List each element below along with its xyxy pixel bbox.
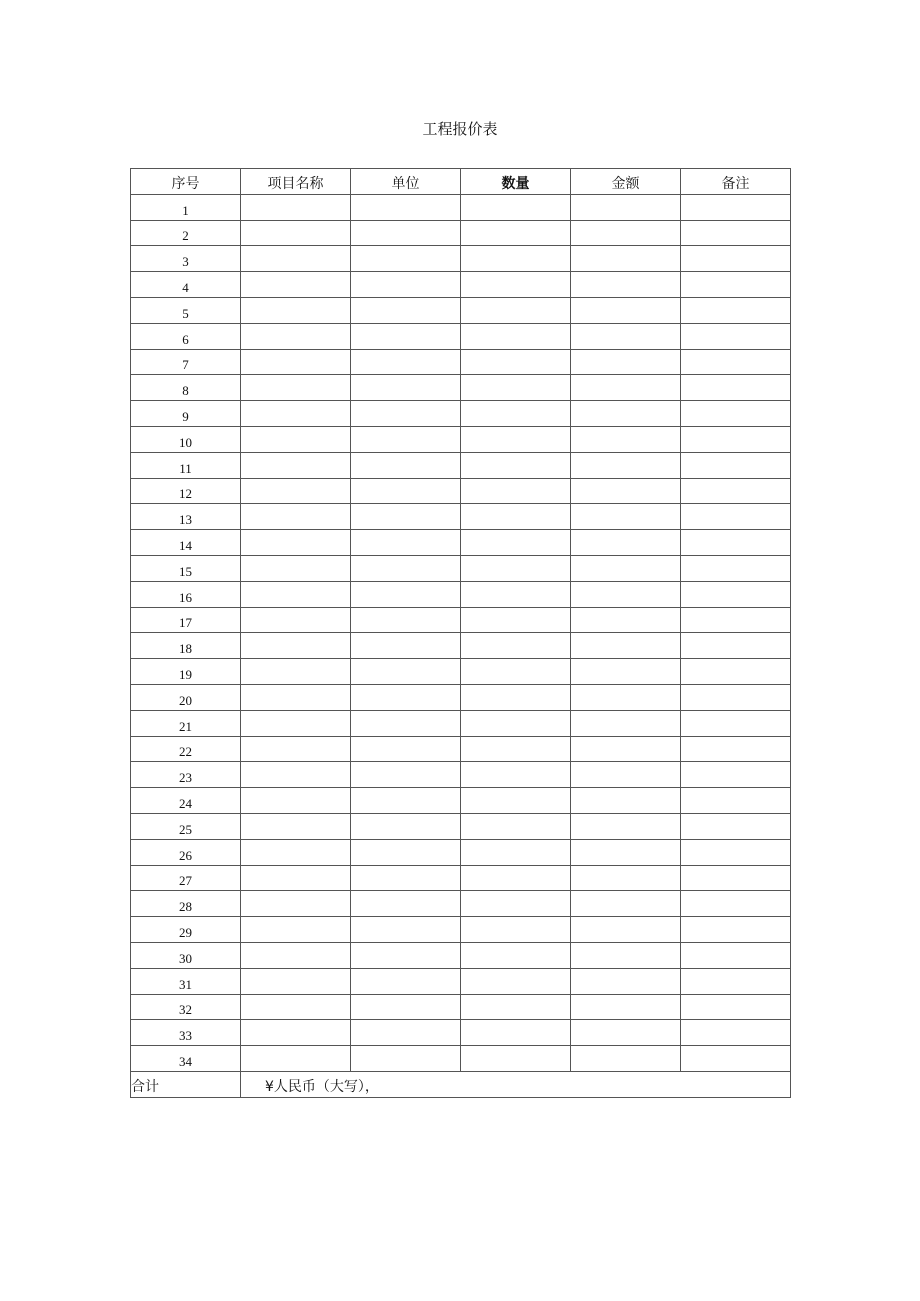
item-name-cell[interactable] <box>241 478 351 504</box>
quantity-cell[interactable] <box>461 323 571 349</box>
quantity-cell[interactable] <box>461 246 571 272</box>
quantity-cell[interactable] <box>461 917 571 943</box>
quantity-cell[interactable] <box>461 891 571 917</box>
table-row <box>131 942 791 968</box>
item-name-cell[interactable] <box>241 659 351 685</box>
item-name-cell[interactable] <box>241 323 351 349</box>
quantity-cell[interactable] <box>461 478 571 504</box>
seq-cell: 27 <box>131 865 241 891</box>
quantity-cell[interactable] <box>461 1020 571 1046</box>
item-name-cell[interactable] <box>241 555 351 581</box>
item-name-cell[interactable] <box>241 865 351 891</box>
seq-cell: 10 <box>131 426 241 452</box>
amount-cell[interactable] <box>571 530 681 556</box>
header-remarks: 备注 <box>681 169 791 195</box>
seq-cell: 34 <box>131 1046 241 1072</box>
quantity-cell[interactable] <box>461 942 571 968</box>
remarks-cell[interactable] <box>681 788 791 814</box>
table-row <box>131 375 791 401</box>
unit-cell[interactable] <box>351 917 461 943</box>
amount-cell[interactable] <box>571 994 681 1020</box>
table-row <box>131 349 791 375</box>
quantity-cell[interactable] <box>461 1046 571 1072</box>
unit-cell[interactable] <box>351 788 461 814</box>
remarks-cell[interactable] <box>681 246 791 272</box>
seq-cell: 6 <box>131 323 241 349</box>
seq-cell: 32 <box>131 994 241 1020</box>
quantity-cell[interactable] <box>461 452 571 478</box>
unit-cell[interactable] <box>351 452 461 478</box>
amount-cell[interactable] <box>571 555 681 581</box>
remarks-cell[interactable] <box>681 478 791 504</box>
table-row <box>131 504 791 530</box>
amount-cell[interactable] <box>571 633 681 659</box>
amount-cell[interactable] <box>571 813 681 839</box>
remarks-cell[interactable] <box>681 581 791 607</box>
remarks-cell[interactable] <box>681 1020 791 1046</box>
unit-cell[interactable] <box>351 968 461 994</box>
seq-cell: 24 <box>131 788 241 814</box>
quantity-cell[interactable] <box>461 839 571 865</box>
quantity-cell[interactable] <box>461 272 571 298</box>
remarks-cell[interactable] <box>681 684 791 710</box>
table-row <box>131 194 791 220</box>
quantity-cell[interactable] <box>461 813 571 839</box>
table-row <box>131 220 791 246</box>
table-row <box>131 246 791 272</box>
seq-cell: 30 <box>131 942 241 968</box>
unit-cell[interactable] <box>351 865 461 891</box>
seq-cell: 12 <box>131 478 241 504</box>
header-unit: 单位 <box>351 169 461 195</box>
unit-cell[interactable] <box>351 659 461 685</box>
item-name-cell[interactable] <box>241 736 351 762</box>
table-row <box>131 865 791 891</box>
item-name-cell[interactable] <box>241 401 351 427</box>
table-row <box>131 555 791 581</box>
unit-cell[interactable] <box>351 710 461 736</box>
amount-cell[interactable] <box>571 942 681 968</box>
seq-cell: 9 <box>131 401 241 427</box>
amount-cell[interactable] <box>571 375 681 401</box>
quantity-cell[interactable] <box>461 555 571 581</box>
seq-cell: 21 <box>131 710 241 736</box>
seq-cell: 33 <box>131 1020 241 1046</box>
amount-cell[interactable] <box>571 659 681 685</box>
table-row <box>131 581 791 607</box>
table-row <box>131 813 791 839</box>
amount-cell[interactable] <box>571 839 681 865</box>
remarks-cell[interactable] <box>681 839 791 865</box>
header-quantity: 数量 <box>461 169 571 195</box>
seq-cell: 17 <box>131 607 241 633</box>
amount-cell[interactable] <box>571 220 681 246</box>
table-row <box>131 788 791 814</box>
amount-cell[interactable] <box>571 968 681 994</box>
item-name-cell[interactable] <box>241 1046 351 1072</box>
remarks-cell[interactable] <box>681 297 791 323</box>
unit-cell[interactable] <box>351 194 461 220</box>
unit-cell[interactable] <box>351 1020 461 1046</box>
unit-cell[interactable] <box>351 581 461 607</box>
unit-cell[interactable] <box>351 349 461 375</box>
remarks-cell[interactable] <box>681 555 791 581</box>
remarks-cell[interactable] <box>681 710 791 736</box>
unit-cell[interactable] <box>351 323 461 349</box>
remarks-cell[interactable] <box>681 1046 791 1072</box>
table-row <box>131 762 791 788</box>
amount-cell[interactable] <box>571 297 681 323</box>
quantity-cell[interactable] <box>461 633 571 659</box>
table-row <box>131 401 791 427</box>
quantity-cell[interactable] <box>461 530 571 556</box>
total-row <box>131 1071 791 1097</box>
item-name-cell[interactable] <box>241 968 351 994</box>
remarks-cell[interactable] <box>681 736 791 762</box>
item-name-cell[interactable] <box>241 891 351 917</box>
table-row <box>131 633 791 659</box>
table-row <box>131 1046 791 1072</box>
seq-cell: 15 <box>131 555 241 581</box>
amount-cell[interactable] <box>571 323 681 349</box>
quantity-cell[interactable] <box>461 788 571 814</box>
seq-cell: 14 <box>131 530 241 556</box>
item-name-cell[interactable] <box>241 788 351 814</box>
seq-cell: 22 <box>131 736 241 762</box>
quantity-cell[interactable] <box>461 220 571 246</box>
item-name-cell[interactable] <box>241 917 351 943</box>
remarks-cell[interactable] <box>681 891 791 917</box>
seq-cell: 28 <box>131 891 241 917</box>
unit-cell[interactable] <box>351 633 461 659</box>
unit-cell[interactable] <box>351 942 461 968</box>
seq-cell: 31 <box>131 968 241 994</box>
table-row <box>131 1020 791 1046</box>
item-name-cell[interactable] <box>241 452 351 478</box>
remarks-cell[interactable] <box>681 607 791 633</box>
unit-cell[interactable] <box>351 1046 461 1072</box>
remarks-cell[interactable] <box>681 323 791 349</box>
amount-cell[interactable] <box>571 194 681 220</box>
quantity-cell[interactable] <box>461 684 571 710</box>
seq-cell: 11 <box>131 452 241 478</box>
quantity-cell[interactable] <box>461 710 571 736</box>
quantity-cell[interactable] <box>461 994 571 1020</box>
item-name-cell[interactable] <box>241 710 351 736</box>
remarks-cell[interactable] <box>681 220 791 246</box>
header-amount: 金额 <box>571 169 681 195</box>
remarks-cell[interactable] <box>681 530 791 556</box>
table-body <box>131 194 791 1071</box>
remarks-cell[interactable] <box>681 349 791 375</box>
header-item-name: 项目名称 <box>241 169 351 195</box>
remarks-cell[interactable] <box>681 813 791 839</box>
amount-cell[interactable] <box>571 401 681 427</box>
amount-cell[interactable] <box>571 865 681 891</box>
unit-cell[interactable] <box>351 297 461 323</box>
table-row <box>131 478 791 504</box>
unit-cell[interactable] <box>351 736 461 762</box>
item-name-cell[interactable] <box>241 942 351 968</box>
amount-cell[interactable] <box>571 607 681 633</box>
remarks-cell[interactable] <box>681 375 791 401</box>
quantity-cell[interactable] <box>461 762 571 788</box>
seq-cell: 20 <box>131 684 241 710</box>
item-name-cell[interactable] <box>241 684 351 710</box>
remarks-cell[interactable] <box>681 942 791 968</box>
item-name-cell[interactable] <box>241 349 351 375</box>
total-value[interactable]: ¥人民币（大写）， <box>241 1071 791 1097</box>
seq-cell: 19 <box>131 659 241 685</box>
table-row <box>131 684 791 710</box>
quantity-cell[interactable] <box>461 736 571 762</box>
table-row <box>131 710 791 736</box>
unit-cell[interactable] <box>351 891 461 917</box>
seq-cell: 7 <box>131 349 241 375</box>
unit-cell[interactable] <box>351 272 461 298</box>
unit-cell[interactable] <box>351 478 461 504</box>
seq-cell: 3 <box>131 246 241 272</box>
item-name-cell[interactable] <box>241 426 351 452</box>
document-title: 工程报价表 <box>422 120 498 138</box>
unit-cell[interactable] <box>351 839 461 865</box>
unit-cell[interactable] <box>351 246 461 272</box>
quantity-cell[interactable] <box>461 349 571 375</box>
item-name-cell[interactable] <box>241 297 351 323</box>
unit-cell[interactable] <box>351 426 461 452</box>
amount-cell[interactable] <box>571 426 681 452</box>
remarks-cell[interactable] <box>681 504 791 530</box>
amount-cell[interactable] <box>571 762 681 788</box>
item-name-cell[interactable] <box>241 220 351 246</box>
total-label: 合计 <box>131 1071 241 1097</box>
table-row <box>131 323 791 349</box>
seq-cell: 5 <box>131 297 241 323</box>
remarks-cell[interactable] <box>681 865 791 891</box>
table-row <box>131 736 791 762</box>
amount-cell[interactable] <box>571 917 681 943</box>
item-name-cell[interactable] <box>241 839 351 865</box>
amount-cell[interactable] <box>571 736 681 762</box>
item-name-cell[interactable] <box>241 272 351 298</box>
unit-cell[interactable] <box>351 684 461 710</box>
remarks-cell[interactable] <box>681 968 791 994</box>
unit-cell[interactable] <box>351 762 461 788</box>
table-row <box>131 839 791 865</box>
quantity-cell[interactable] <box>461 865 571 891</box>
table-row <box>131 607 791 633</box>
unit-cell[interactable] <box>351 220 461 246</box>
quote-table <box>130 168 791 1098</box>
table-row <box>131 968 791 994</box>
remarks-cell[interactable] <box>681 917 791 943</box>
seq-cell: 23 <box>131 762 241 788</box>
amount-cell[interactable] <box>571 788 681 814</box>
seq-cell: 1 <box>131 194 241 220</box>
seq-cell: 25 <box>131 813 241 839</box>
seq-cell: 8 <box>131 375 241 401</box>
amount-cell[interactable] <box>571 1020 681 1046</box>
amount-cell[interactable] <box>571 581 681 607</box>
item-name-cell[interactable] <box>241 607 351 633</box>
remarks-cell[interactable] <box>681 194 791 220</box>
quantity-cell[interactable] <box>461 659 571 685</box>
quantity-cell[interactable] <box>461 607 571 633</box>
item-name-cell[interactable] <box>241 194 351 220</box>
unit-cell[interactable] <box>351 401 461 427</box>
unit-cell[interactable] <box>351 530 461 556</box>
unit-cell[interactable] <box>351 504 461 530</box>
amount-cell[interactable] <box>571 452 681 478</box>
header-seq: 序号 <box>131 169 241 195</box>
amount-cell[interactable] <box>571 891 681 917</box>
item-name-cell[interactable] <box>241 1020 351 1046</box>
quantity-cell[interactable] <box>461 375 571 401</box>
table-row <box>131 297 791 323</box>
table-row <box>131 272 791 298</box>
unit-cell[interactable] <box>351 607 461 633</box>
quantity-cell[interactable] <box>461 426 571 452</box>
table-row <box>131 659 791 685</box>
table-row <box>131 994 791 1020</box>
remarks-cell[interactable] <box>681 401 791 427</box>
remarks-cell[interactable] <box>681 659 791 685</box>
seq-cell: 13 <box>131 504 241 530</box>
remarks-cell[interactable] <box>681 452 791 478</box>
quantity-cell[interactable] <box>461 194 571 220</box>
table-row <box>131 452 791 478</box>
table-row <box>131 426 791 452</box>
unit-cell[interactable] <box>351 555 461 581</box>
unit-cell[interactable] <box>351 994 461 1020</box>
quantity-cell[interactable] <box>461 401 571 427</box>
header-row <box>131 169 791 195</box>
quantity-cell[interactable] <box>461 297 571 323</box>
remarks-cell[interactable] <box>681 762 791 788</box>
seq-cell: 26 <box>131 839 241 865</box>
item-name-cell[interactable] <box>241 633 351 659</box>
item-name-cell[interactable] <box>241 530 351 556</box>
amount-cell[interactable] <box>571 272 681 298</box>
item-name-cell[interactable] <box>241 246 351 272</box>
amount-cell[interactable] <box>571 349 681 375</box>
seq-cell: 16 <box>131 581 241 607</box>
seq-cell: 4 <box>131 272 241 298</box>
quantity-cell[interactable] <box>461 504 571 530</box>
amount-cell[interactable] <box>571 478 681 504</box>
item-name-cell[interactable] <box>241 813 351 839</box>
seq-cell: 2 <box>131 220 241 246</box>
item-name-cell[interactable] <box>241 375 351 401</box>
amount-cell[interactable] <box>571 1046 681 1072</box>
item-name-cell[interactable] <box>241 581 351 607</box>
seq-cell: 18 <box>131 633 241 659</box>
amount-cell[interactable] <box>571 710 681 736</box>
item-name-cell[interactable] <box>241 504 351 530</box>
amount-cell[interactable] <box>571 684 681 710</box>
unit-cell[interactable] <box>351 375 461 401</box>
table-row <box>131 891 791 917</box>
seq-cell: 29 <box>131 917 241 943</box>
table-row <box>131 917 791 943</box>
amount-cell[interactable] <box>571 246 681 272</box>
item-name-cell[interactable] <box>241 994 351 1020</box>
unit-cell[interactable] <box>351 813 461 839</box>
amount-cell[interactable] <box>571 504 681 530</box>
item-name-cell[interactable] <box>241 762 351 788</box>
table-row <box>131 530 791 556</box>
remarks-cell[interactable] <box>681 272 791 298</box>
quantity-cell[interactable] <box>461 581 571 607</box>
remarks-cell[interactable] <box>681 426 791 452</box>
remarks-cell[interactable] <box>681 994 791 1020</box>
remarks-cell[interactable] <box>681 633 791 659</box>
quantity-cell[interactable] <box>461 968 571 994</box>
